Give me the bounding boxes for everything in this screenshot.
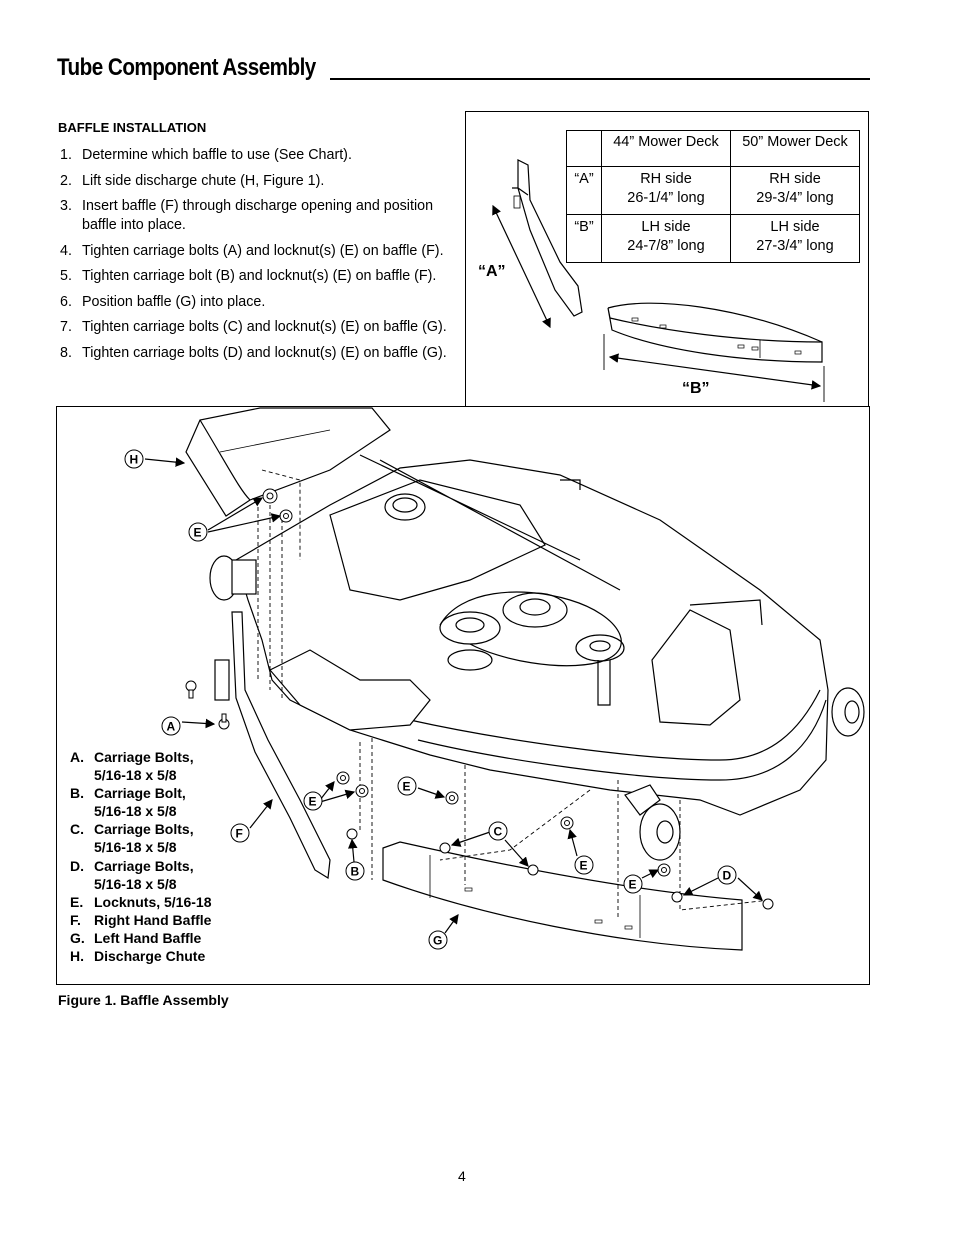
baffle-a-drawing [512, 160, 582, 316]
callout-e: E [193, 525, 202, 540]
step-item: 7. Tighten carriage bolts (C) and locknut(s) (E) on baffle (G). [60, 319, 447, 335]
legend-item: G. Left Hand Baffle [70, 929, 202, 946]
callout-c: C [493, 824, 503, 839]
legend-item: H. Discharge Chute [70, 948, 206, 965]
step-item: 6. Position baffle (G) into place. [60, 293, 266, 310]
table-cell: LH side 24-7/8” long [602, 215, 731, 263]
row-label-a: “A” [567, 167, 602, 215]
callout-d: D [722, 868, 732, 883]
baffle-b-drawing [608, 303, 822, 362]
legend-item: B. Carriage Bolt, 5/16-18 x 5/8 [70, 785, 186, 820]
step-item: 2. Lift side discharge chute (H, Figure 1). [60, 172, 325, 189]
step-item: 1. Determine which baffle to use (See Chart). [60, 147, 352, 163]
step-item: 3. Insert baffle (F) through discharge opening and position baffle into place. [60, 198, 434, 233]
callout-a: A [166, 719, 176, 734]
table-cell: RH side 29-3/4” long [731, 167, 860, 215]
legend-item: E. Locknuts, 5/16-18 [70, 893, 212, 910]
section-heading: BAFFLE INSTALLATION [58, 120, 207, 135]
table-header-50: 50” Mower Deck [731, 131, 860, 167]
page-title: Tube Component Assembly [57, 54, 316, 81]
parts-legend [70, 748, 212, 965]
dimension-b-label: “B” [682, 380, 710, 397]
callout-f: F [235, 826, 243, 841]
callout-e: E [579, 858, 588, 873]
legend-item: A. Carriage Bolts, 5/16-18 x 5/8 [70, 749, 194, 784]
legend-item: D. Carriage Bolts, 5/16-18 x 5/8 [70, 857, 194, 892]
step-item: 5. Tighten carriage bolt (B) and locknut(s) (E) on baffle (F). [60, 268, 437, 284]
callout-e: E [402, 779, 411, 794]
legend-item: C. Carriage Bolts, 5/16-18 x 5/8 [70, 821, 194, 856]
callout-e: E [628, 877, 637, 892]
callout-g: G [433, 933, 443, 948]
page-number: 4 [458, 1168, 466, 1184]
step-item: 8. Tighten carriage bolts (D) and locknut(s) (E) on baffle (G). [60, 344, 447, 361]
table-cell: LH side 27-3/4” long [731, 215, 860, 263]
step-item: 4. Tighten carriage bolts (A) and locknut(s) (E) on baffle (F). [60, 242, 444, 259]
table-header-44: 44” Mower Deck [602, 131, 731, 167]
callout-h: H [129, 452, 139, 467]
callout-e: E [308, 794, 317, 809]
figure-caption: Figure 1. Baffle Assembly [58, 992, 229, 1008]
legend-item: F. Right Hand Baffle [70, 911, 212, 928]
dimension-a-label: “A” [478, 263, 506, 280]
table-cell: RH side 26-1/4” long [602, 167, 731, 215]
callout-b: B [350, 864, 360, 879]
row-label-b: “B” [567, 215, 602, 263]
